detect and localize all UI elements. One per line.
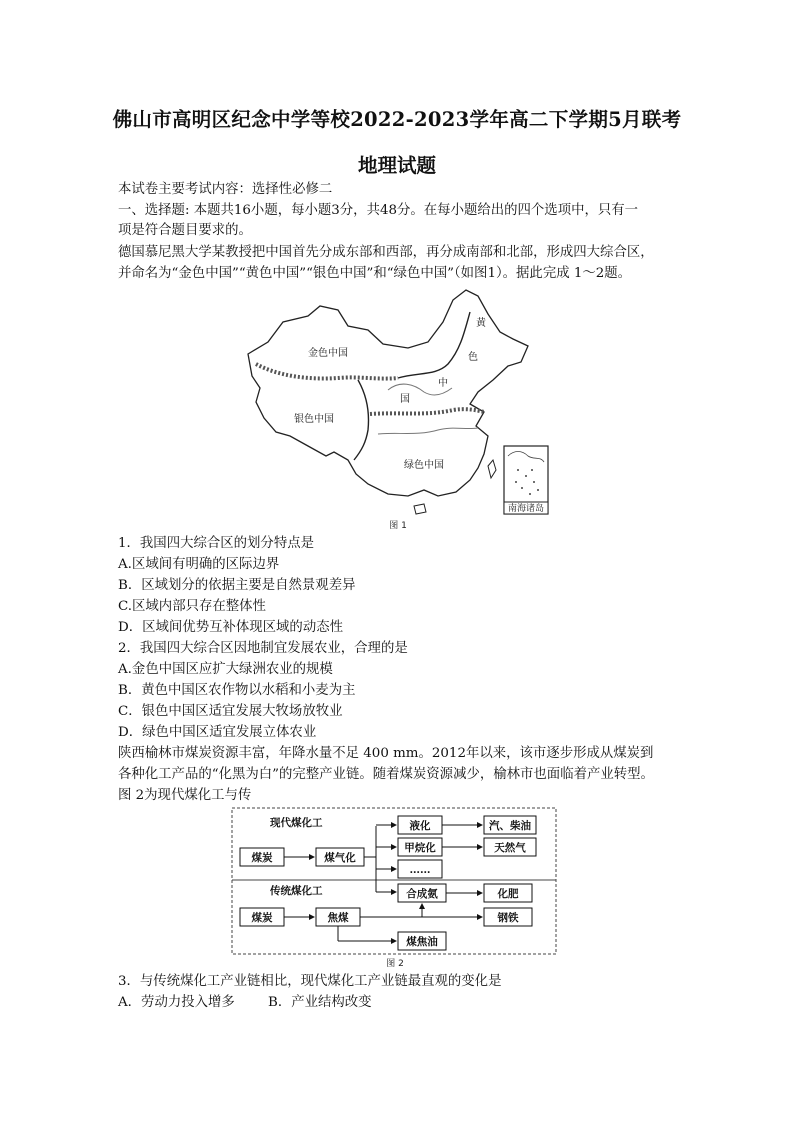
box-fertilizer-label: 化肥	[497, 888, 519, 900]
q1-stem: 1．我国四大综合区的划分特点是	[118, 536, 314, 551]
taiwan-island	[488, 460, 496, 478]
passage2-text: 陕西榆林市煤炭资源丰富，年降水量不足 400 mm。2012年以来，该市逐步形成从煤炭到	[118, 746, 654, 761]
exam-title: 佛山市高明区纪念中学等校2022-2023学年高二下学期5月联考	[112, 108, 682, 131]
box-gasification-label: 煤气化	[324, 852, 356, 864]
box-fuel-label: 汽、柴油	[489, 820, 531, 832]
box-liquefaction-label: 液化	[409, 820, 431, 832]
passage2-text-cont: 各种化工产品的“化黑为白”的完整产业链。随着煤炭资源减少，榆林市也面临着产业转型。	[118, 767, 654, 782]
q2-option-a: A.金色中国区应扩大绿洲农业的规模	[118, 662, 333, 677]
label-yellow-char-3: 中	[438, 378, 448, 389]
river-yangtze	[378, 428, 478, 434]
q2-stem: 2．我国四大综合区因地制宜发展农业，合理的是	[118, 641, 408, 656]
figure2-diagram	[230, 806, 560, 970]
box-ammonia-label: 合成氨	[406, 888, 438, 900]
q3-stem: 3．与传统煤化工产业链相比，现代煤化工产业链最直观的变化是	[118, 974, 502, 989]
inset-label: 南海诸岛	[507, 504, 545, 514]
traditional-title: 传统煤化工	[270, 885, 323, 897]
q1-option-b: B．区域划分的依据主要是自然景观差异	[118, 578, 356, 593]
q2-option-c: C．银色中国区适宜发展大牧场放牧业	[118, 704, 343, 719]
divider-north-band	[256, 364, 398, 379]
q1-option-a: A.区域间有明确的区际边界	[118, 557, 280, 572]
q3-option-b: B．产业结构改变	[268, 995, 372, 1010]
china-outline	[248, 290, 528, 496]
label-yellow-char-4: 国	[400, 394, 410, 405]
section-instruction: 一、选择题: 本题共16小题，每小题3分，共48分。在每小题给出的四个选项中，只有一	[118, 203, 639, 218]
q2-option-d: D．绿色中国区适宜发展立体农业	[118, 725, 317, 740]
inset-islands	[515, 469, 539, 495]
hainan-island	[414, 504, 426, 514]
box-coal-tar-label: 煤焦油	[406, 936, 438, 948]
box-methanation-label: 甲烷化	[404, 842, 436, 854]
divider-north-yellow	[398, 312, 470, 378]
figure2-caption: 图 2	[386, 959, 404, 969]
label-green-china: 绿色中国	[404, 460, 444, 471]
passage1-text: 德国慕尼黑大学某教授把中国首先分成东部和西部，再分成南部和北部，形成四大综合区，	[118, 245, 654, 260]
box-coal-modern-label: 煤炭	[251, 852, 273, 864]
box-coal-traditional-label: 煤炭	[251, 912, 273, 924]
box-natural-gas-label: 天然气	[494, 842, 526, 854]
exam-subtitle: 地理试题	[357, 154, 436, 177]
passage2-text-end: 图 2为现代煤化工与传	[118, 788, 252, 803]
box-ellipsis-label: ……	[409, 864, 431, 876]
q3-option-a: A．劳动力投入增多	[118, 995, 235, 1010]
passage1-text-cont: 并命名为“金色中国”“黄色中国”“银色中国”和“绿色中国”（如图1）。据此完成 1～2题。	[118, 266, 632, 281]
q1-option-c: C.区域内部只存在整体性	[118, 599, 266, 614]
inset-coast	[508, 452, 544, 463]
section-instruction-cont: 项是符合题目要求的。	[118, 223, 252, 238]
modern-title: 现代煤化工	[270, 817, 323, 829]
q1-option-d: D．区域间优势互补体现区域的动态性	[118, 620, 343, 635]
figure1-caption: 图 1	[389, 521, 407, 531]
box-steel-label: 钢铁	[497, 912, 519, 924]
box-coke-label: 焦煤	[327, 912, 349, 924]
label-gold-china: 金色中国	[308, 348, 348, 359]
label-yellow-char-1: 黄	[476, 318, 486, 329]
divider-west-east	[354, 380, 369, 460]
label-yellow-char-2: 色	[468, 352, 478, 363]
divider-south-band	[370, 409, 484, 414]
scope-text: 本试卷主要考试内容：选择性必修二	[118, 182, 333, 197]
figure1-map	[238, 284, 558, 532]
label-silver-china: 银色中国	[294, 414, 334, 425]
q2-option-b: B．黄色中国区农作物以水稻和小麦为主	[118, 683, 356, 698]
